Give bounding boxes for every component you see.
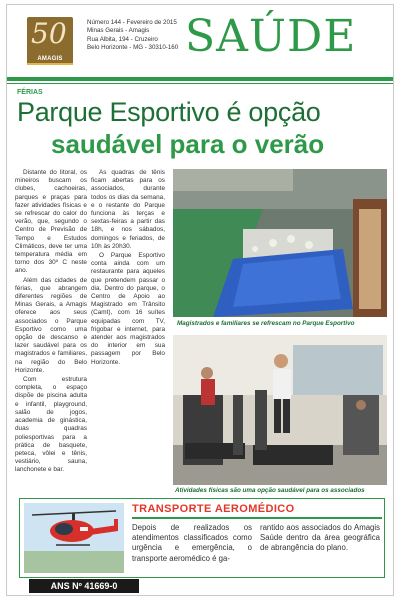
- headline-line2: saudável para o verão: [51, 129, 325, 159]
- section-title: SAÚDE: [185, 11, 357, 62]
- article-column-1: [15, 169, 87, 489]
- newsletter-page: [6, 4, 394, 596]
- article-kicker: FÉRIAS: [17, 89, 43, 96]
- header-divider: [7, 77, 393, 81]
- box-text-column-2: rantido aos associados do Amagis Saúde dentro da área geográfica de abrangência do plano.: [260, 523, 380, 553]
- pool-photo: [173, 169, 387, 317]
- logo-stripe: [27, 63, 73, 65]
- gym-photo: [173, 335, 387, 485]
- logo-number: 50: [31, 17, 67, 50]
- org-line: Minas Gerais - Amagis: [87, 27, 150, 35]
- paragraph: O Parque Esportivo conta ainda com um restaurante para aqueles que pretendem passar o dia. Dentro do parque, o Centro de Apoio ao Magistrado em Trânsito (Camt), com 16 suítes equipadas com TV, frigobar e internet, para atender aos magistrados do interior em sua passagem por Belo Horizonte.: [91, 252, 165, 366]
- ans-registration-badge: ANS Nº 41669-0: [29, 579, 139, 593]
- photo-caption-2: Atividades físicas são uma opção saudável para os associados: [175, 487, 365, 494]
- issue-info: [87, 19, 178, 53]
- header-divider-thin: [7, 83, 393, 84]
- paragraph: Distante do litoral, os mineiros buscam os clubes, cachoeiras, parques e praças para fazer atividades físicas e se refrescar do calor do verão, que, segundo o Centro de Previsão de Tempo e Estudos Climáticos, deve ter uma temperatura média em torno dos 30º C neste ano.: [15, 169, 87, 275]
- box-text-column-1: Depois de realizados os atendimentos classificados como urgência e emergência, o transporte aeromédico é ga-: [132, 523, 252, 563]
- paragraph: Com estrutura completa, o espaço dispõe de piscina adulta e infantil, playground, salão de jogos, academia de ginástica, duas quadras poliesportivas para a prática de basquete, peteca, vôlei e tênis, vestiário, sauna, lanchonete e bar.: [15, 376, 87, 474]
- header: [7, 5, 393, 73]
- article-column-2: [91, 169, 165, 489]
- amagis-logo: [27, 17, 73, 65]
- address-line: Rua Albita, 194 - Cruzeiro: [87, 35, 158, 43]
- headline-line1: Parque Esportivo é opção: [17, 97, 321, 127]
- box-title: TRANSPORTE AEROMÉDICO: [132, 503, 295, 515]
- box-title-underline: [132, 517, 382, 519]
- helicopter-photo: [24, 503, 124, 573]
- issue-line: Número 144 - Fevereiro de 2015: [87, 19, 177, 26]
- paragraph: As quadras de tênis ficam abertas para os associados, durante todos os dias da semana, e o restante do Parque funciona às terças e sextas-feiras a partir das 18h, e nos sábados, domingos e feriados, de 10h às 20h30.: [91, 169, 165, 250]
- photo-caption-1: Magistrados e familiares se refrescam no Parque Esportivo: [177, 320, 355, 327]
- aeromedical-box: [19, 498, 385, 578]
- paragraph: Além das cidades de férias, que abrangem diferentes regiões de Minas Gerais, a Amagis oferece aos seus associados o Parque Esportivo como uma opção de descanso e lazer saudável para os magistrados e familiares, na região do Belo Horizonte.: [15, 276, 87, 374]
- city-line: Belo Horizonte - MG - 30310-160: [87, 44, 179, 52]
- logo-text: AMAGIS: [37, 56, 63, 62]
